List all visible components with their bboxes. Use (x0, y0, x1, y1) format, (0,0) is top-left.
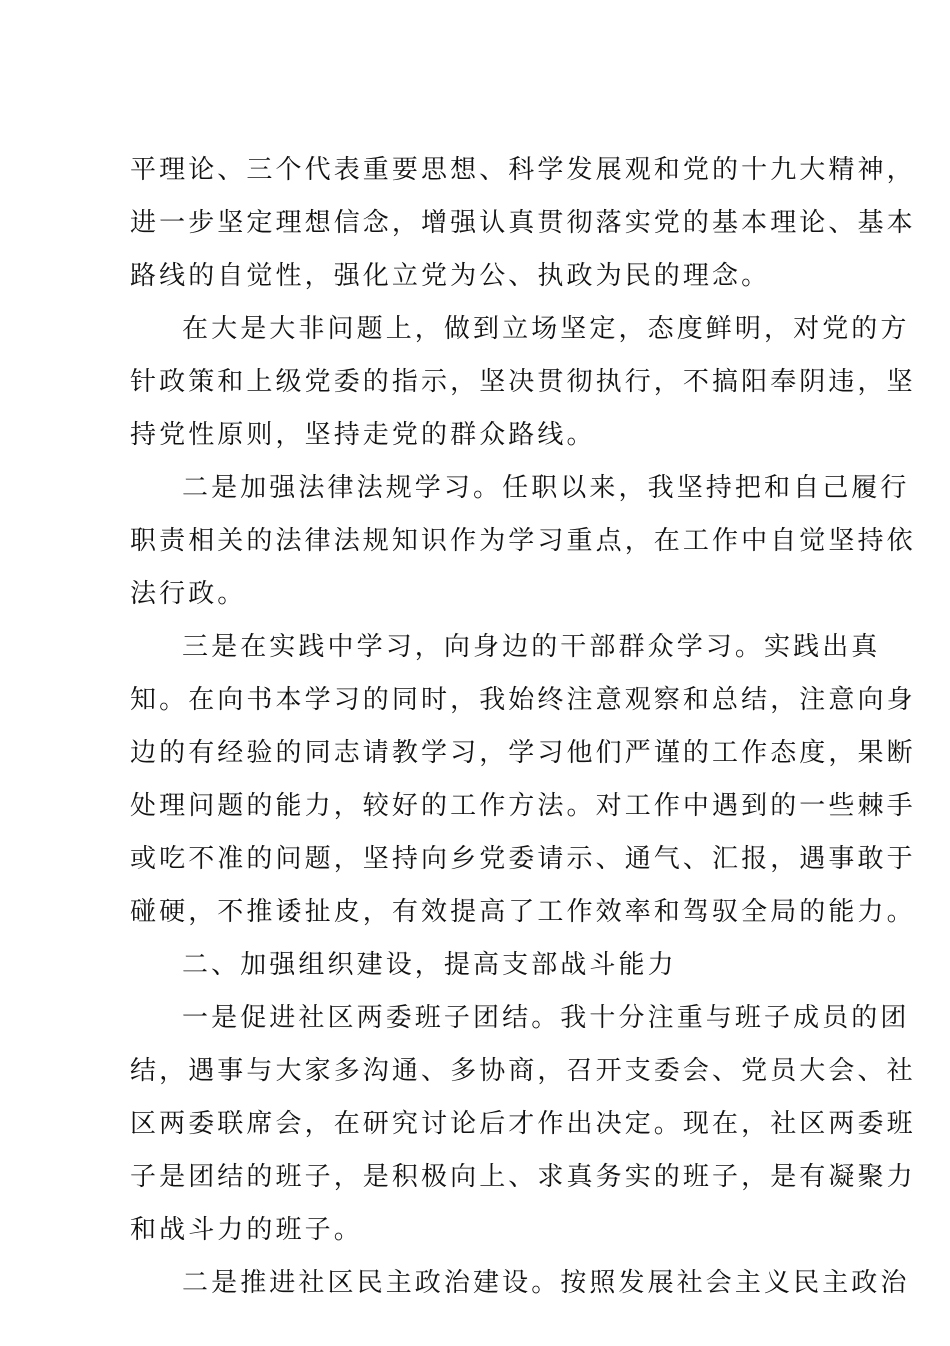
text-line: 法行政。 (130, 579, 247, 609)
text-line: 路线的自觉性，强化立党为公、执政为民的理念。 (130, 261, 771, 291)
text-line: 进一步坚定理想信念，增强认真贯彻落实党的基本理论、基本 (130, 208, 916, 238)
text-line: 知。在向书本学习的同时，我始终注意观察和总结，注意向身 (130, 685, 916, 715)
text-line: 子是团结的班子，是积极向上、求真务实的班子，是有凝聚力 (130, 1162, 916, 1192)
text-line: 职责相关的法律法规知识作为学习重点，在工作中自觉坚持依 (130, 526, 916, 556)
text-line: 结，遇事与大家多沟通、多协商，召开支委会、党员大会、社 (130, 1056, 916, 1086)
text-line: 边的有经验的同志请教学习，学习他们严谨的工作态度，果断 (130, 738, 916, 768)
paragraph-first-line: 一是促进社区两委班子团结。我十分注重与班子成员的团 (182, 1003, 910, 1033)
text-line: 处理问题的能力，较好的工作方法。对工作中遇到的一些棘手 (130, 791, 916, 821)
paragraph-first-line: 在大是大非问题上，做到立场坚定，态度鲜明，对党的方 (182, 314, 910, 344)
paragraph-first-line: 三是在实践中学习，向身边的干部群众学习。实践出真 (182, 632, 881, 662)
text-line: 和战斗力的班子。 (130, 1215, 363, 1245)
paragraph-first-line: 二是加强法律法规学习。任职以来，我坚持把和自己履行 (182, 473, 910, 503)
text-line: 碰硬，不推诿扯皮，有效提高了工作效率和驾驭全局的能力。 (130, 897, 916, 927)
text-line: 持党性原则，坚持走党的群众路线。 (130, 420, 596, 450)
text-line: 平理论、三个代表重要思想、科学发展观和党的十九大精神， (130, 155, 916, 185)
paragraph-first-line: 二是推进社区民主政治建设。按照发展社会主义民主政治 (182, 1268, 910, 1298)
text-line: 区两委联席会，在研究讨论后才作出决定。现在，社区两委班 (130, 1109, 916, 1139)
text-line: 或吃不准的问题，坚持向乡党委请示、通气、汇报，遇事敢于 (130, 844, 916, 874)
text-line: 针政策和上级党委的指示，坚决贯彻执行，不搞阳奉阴违，坚 (130, 367, 916, 397)
section-heading: 二、加强组织建设，提高支部战斗能力 (182, 950, 677, 980)
